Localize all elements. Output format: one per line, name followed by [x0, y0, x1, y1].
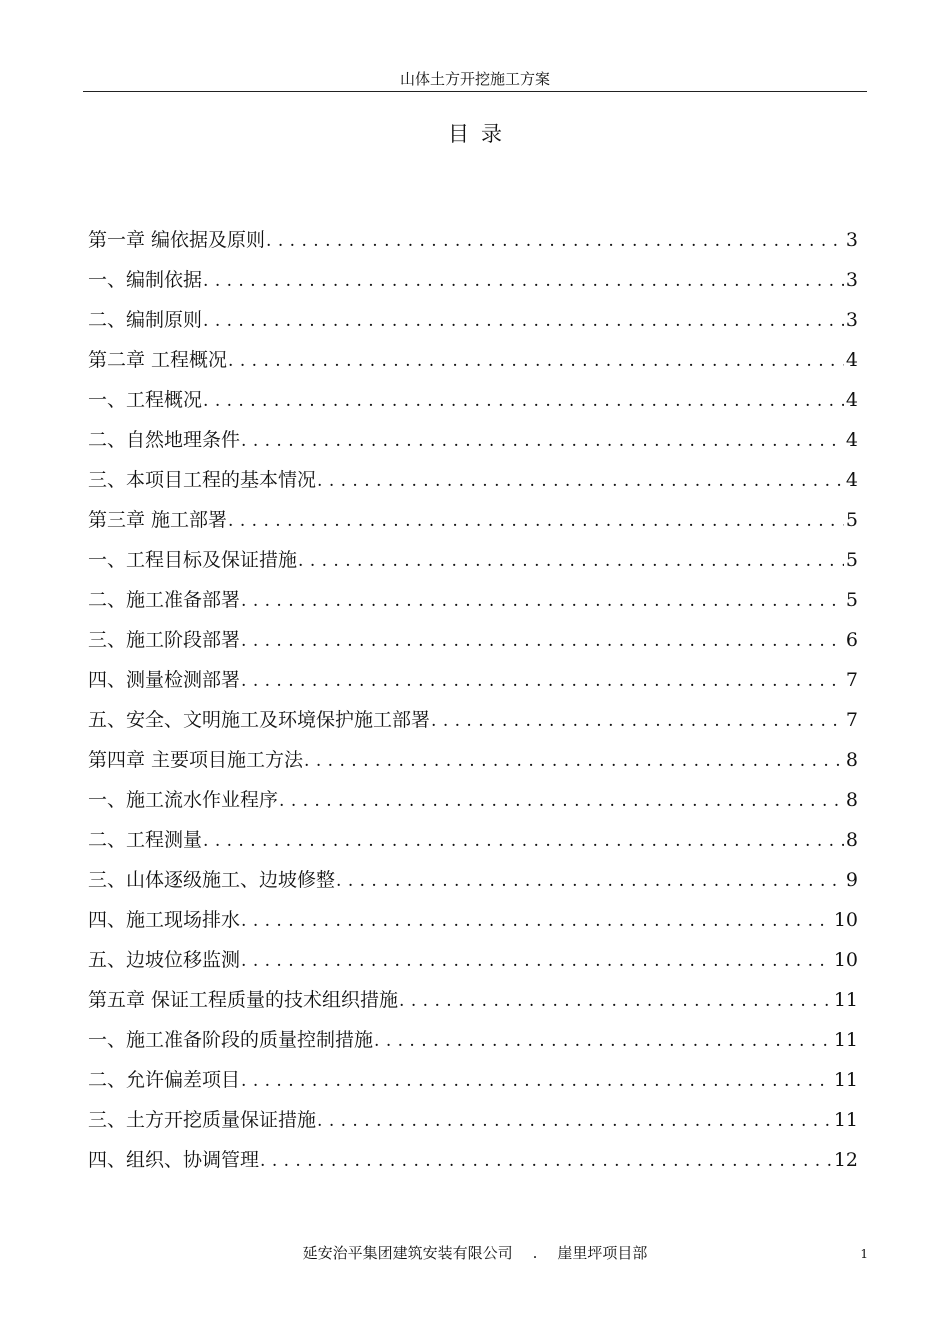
page-number: 1 — [860, 1247, 868, 1261]
toc-entry-label: 一、工程目标及保证措施 — [88, 549, 298, 571]
toc-dot-leader — [241, 586, 844, 616]
toc-entry[interactable] — [88, 465, 858, 505]
toc-entry-page: 3 — [845, 269, 858, 291]
toc-entry-page: 4 — [845, 429, 858, 451]
toc-entry-page: 7 — [845, 709, 858, 731]
toc-dot-leader — [317, 466, 844, 496]
toc-entry-label: 三、施工阶段部署 — [88, 629, 241, 651]
footer-department: 崖里坪项目部 — [557, 1244, 648, 1262]
toc-dot-leader — [228, 346, 844, 376]
toc-entry[interactable] — [88, 265, 858, 305]
toc-dot-leader — [228, 506, 844, 536]
toc-entry-page: 4 — [845, 469, 858, 491]
toc-entry-page: 3 — [845, 229, 858, 251]
toc-entry-page: 3 — [845, 309, 858, 331]
toc-entry-page: 4 — [845, 349, 858, 371]
toc-entry[interactable] — [88, 905, 858, 945]
toc-entry-page: 8 — [845, 829, 858, 851]
toc-dot-leader — [336, 866, 844, 896]
toc-dot-leader — [241, 426, 844, 456]
toc-entry-label: 第四章 主要项目施工方法 — [88, 749, 304, 771]
toc-entry[interactable] — [88, 945, 858, 985]
toc-entry-label: 三、山体逐级施工、边坡修整 — [88, 869, 336, 891]
toc-entry-page: 9 — [845, 869, 858, 891]
toc-entry-label: 三、土方开挖质量保证措施 — [88, 1109, 317, 1131]
toc-entry-label: 一、编制依据 — [88, 269, 203, 291]
toc-entry[interactable] — [88, 345, 858, 385]
toc-entry-label: 第二章 工程概况 — [88, 349, 228, 371]
toc-entry[interactable] — [88, 865, 858, 905]
toc-entry[interactable] — [88, 385, 858, 425]
toc-entry-page: 5 — [845, 549, 858, 571]
toc-entry-page: 10 — [833, 909, 858, 931]
toc-dot-leader — [374, 1026, 832, 1056]
toc-entry-page: 10 — [833, 949, 858, 971]
toc-entry-label: 一、工程概况 — [88, 389, 203, 411]
toc-entry-page: 7 — [845, 669, 858, 691]
toc-entry[interactable] — [88, 705, 858, 745]
toc-entry-page: 4 — [845, 389, 858, 411]
footer-separator: . — [532, 1244, 538, 1262]
header-divider — [83, 91, 867, 92]
toc-entry-label: 四、测量检测部署 — [88, 669, 241, 691]
footer-company: 延安治平集团建筑安装有限公司 — [302, 1244, 513, 1262]
toc-entry-label: 二、施工准备部署 — [88, 589, 241, 611]
toc-entry-page: 11 — [833, 1069, 858, 1091]
toc-entry-label: 二、允许偏差项目 — [88, 1069, 241, 1091]
toc-dot-leader — [266, 226, 844, 256]
toc-dot-leader — [260, 1146, 832, 1176]
toc-dot-leader — [304, 746, 844, 776]
toc-entry[interactable] — [88, 825, 858, 865]
toc-entry[interactable] — [88, 665, 858, 705]
toc-entry-label: 第一章 编依据及原则 — [88, 229, 266, 251]
toc-dot-leader — [203, 306, 844, 336]
toc-entry[interactable] — [88, 785, 858, 825]
toc-entry-label: 二、自然地理条件 — [88, 429, 241, 451]
toc-entry-page: 5 — [845, 589, 858, 611]
toc-entry-label: 二、工程测量 — [88, 829, 203, 851]
toc-dot-leader — [241, 1066, 832, 1096]
toc-entry[interactable] — [88, 625, 858, 665]
toc-entry[interactable] — [88, 1105, 858, 1145]
toc-entry-page: 8 — [845, 789, 858, 811]
toc-entry-label: 四、组织、协调管理 — [88, 1149, 260, 1171]
toc-entry[interactable] — [88, 1145, 858, 1185]
toc-entry-label: 五、安全、文明施工及环境保护施工部署 — [88, 709, 431, 731]
toc-entry-page: 11 — [833, 1029, 858, 1051]
table-of-contents — [88, 225, 858, 1185]
toc-dot-leader — [241, 626, 844, 656]
toc-entry-label: 三、本项目工程的基本情况 — [88, 469, 317, 491]
toc-entry-label: 第三章 施工部署 — [88, 509, 228, 531]
running-header-title: 山体土方开挖施工方案 — [399, 70, 550, 88]
toc-entry-label: 五、边坡位移监测 — [88, 949, 241, 971]
toc-dot-leader — [241, 906, 832, 936]
toc-dot-leader — [203, 386, 844, 416]
toc-entry-page: 11 — [833, 1109, 858, 1131]
toc-entry[interactable] — [88, 985, 858, 1025]
toc-entry[interactable] — [88, 505, 858, 545]
toc-dot-leader — [399, 986, 832, 1016]
toc-dot-leader — [203, 266, 844, 296]
toc-dot-leader — [241, 946, 832, 976]
toc-dot-leader — [298, 546, 844, 576]
toc-dot-leader — [241, 666, 844, 696]
toc-entry[interactable] — [88, 545, 858, 585]
toc-entry-label: 一、施工准备阶段的质量控制措施 — [88, 1029, 374, 1051]
toc-entry[interactable] — [88, 585, 858, 625]
toc-dot-leader — [279, 786, 844, 816]
toc-entry-label: 一、施工流水作业程序 — [88, 789, 279, 811]
toc-heading: 目录 — [448, 122, 514, 146]
toc-entry[interactable] — [88, 1065, 858, 1105]
toc-entry-label: 第五章 保证工程质量的技术组织措施 — [88, 989, 399, 1011]
running-footer — [0, 1244, 950, 1262]
toc-entry[interactable] — [88, 745, 858, 785]
toc-entry-page: 12 — [833, 1149, 858, 1171]
toc-entry[interactable] — [88, 1025, 858, 1065]
toc-entry-page: 5 — [845, 509, 858, 531]
toc-dot-leader — [317, 1106, 832, 1136]
toc-dot-leader — [203, 826, 844, 856]
toc-entry-page: 6 — [845, 629, 858, 651]
toc-entry[interactable] — [88, 425, 858, 465]
toc-entry-page: 11 — [833, 989, 858, 1011]
toc-entry[interactable] — [88, 305, 858, 345]
toc-dot-leader — [431, 706, 844, 736]
toc-entry-label: 二、编制原则 — [88, 309, 203, 331]
toc-entry-page: 8 — [845, 749, 858, 771]
toc-entry[interactable] — [88, 225, 858, 265]
toc-entry-label: 四、施工现场排水 — [88, 909, 241, 931]
